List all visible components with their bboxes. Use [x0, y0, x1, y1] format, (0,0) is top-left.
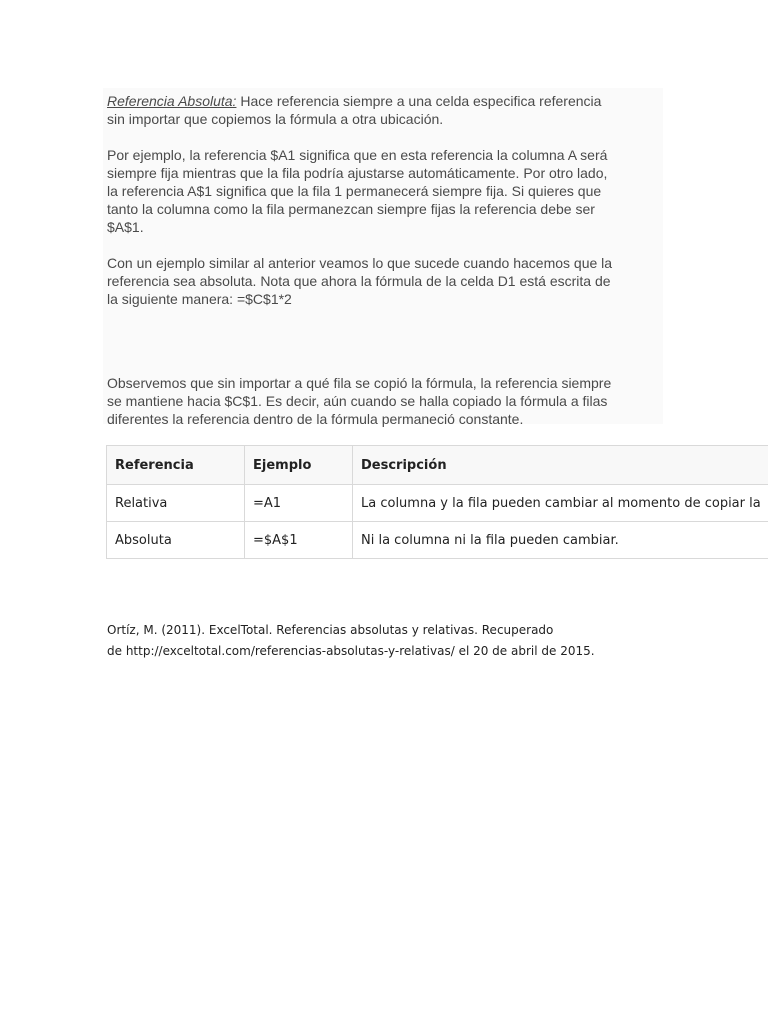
- body-text: [107, 92, 659, 308]
- paragraph-example: [107, 146, 659, 236]
- paragraph-observation: [107, 374, 659, 428]
- reference-table-container: [106, 445, 768, 559]
- paragraph-line: siempre fija mientras que la fila podría ajustarse automáticamente. Por otro lado,: [107, 165, 608, 181]
- citation: [107, 620, 747, 662]
- header-referencia: Referencia: [107, 446, 245, 485]
- reference-table: [106, 445, 768, 559]
- paragraph-line: tanto la columna como la fila permanezcan siempre fijas la referencia debe ser: [107, 201, 595, 217]
- cell-referencia: Relativa: [107, 485, 245, 522]
- header-descripcion: Descripción: [353, 446, 768, 485]
- paragraph-line: Por ejemplo, la referencia $A1 significa que en esta referencia la columna A será: [107, 147, 608, 163]
- definition-text: Hace referencia siempre a una celda especifica referencia: [236, 93, 602, 109]
- citation-line: de http://exceltotal.com/referencias-absolutas-y-relativas/ el 20 de abril de 2015.: [107, 644, 595, 658]
- paragraph-line: Con un ejemplo similar al anterior veamos lo que sucede cuando hacemos que la: [107, 255, 613, 271]
- term-referencia-absoluta: Referencia Absoluta:: [107, 93, 237, 109]
- cell-descripcion: La columna y la fila pueden cambiar al momento de copiar la: [353, 485, 768, 522]
- table-row: [107, 522, 768, 559]
- paragraph-line: diferentes la referencia dentro de la fórmula permaneció constante.: [107, 411, 524, 427]
- paragraph-line: Observemos que sin importar a qué fila se copió la fórmula, la referencia siempre: [107, 375, 612, 391]
- table-header-row: [107, 446, 768, 485]
- cell-referencia: Absoluta: [107, 522, 245, 559]
- header-ejemplo: Ejemplo: [245, 446, 353, 485]
- paragraph-line: referencia sea absoluta. Nota que ahora la fórmula de la celda D1 está escrita de: [107, 273, 611, 289]
- paragraph-similar-example: [107, 254, 659, 308]
- paragraph-line: la siguiente manera: =$C$1*2: [107, 291, 292, 307]
- table-row: [107, 485, 768, 522]
- cell-ejemplo: =A1: [245, 485, 353, 522]
- paragraph-line: sin importar que copiemos la fórmula a otra ubicación.: [107, 111, 444, 127]
- paragraph-line: se mantiene hacia $C$1. Es decir, aún cuando se halla copiado la fórmula a filas: [107, 393, 608, 409]
- cell-ejemplo: =$A$1: [245, 522, 353, 559]
- paragraph-absolute-reference: [107, 92, 659, 128]
- citation-line: Ortíz, M. (2011). ExcelTotal. Referencias absolutas y relativas. Recuperado: [107, 623, 554, 637]
- body-text-observation: [107, 374, 659, 428]
- cell-descripcion: Ni la columna ni la fila pueden cambiar.: [353, 522, 768, 559]
- paragraph-line: la referencia A$1 significa que la fila 1 permanecerá siempre fija. Si quieres que: [107, 183, 602, 199]
- paragraph-line: $A$1.: [107, 219, 144, 235]
